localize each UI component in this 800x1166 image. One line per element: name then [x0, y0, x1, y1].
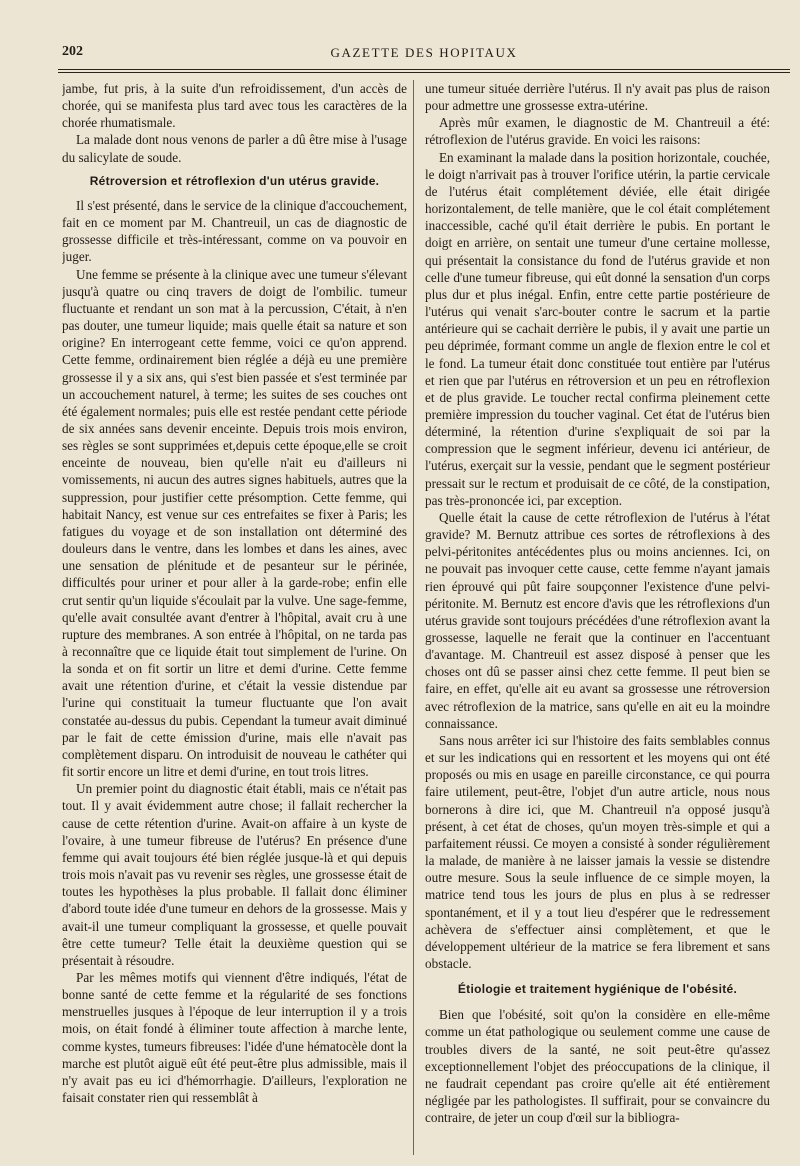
paragraph: Il s'est présenté, dans le service de la clinique d'accouchement, fait en ce moment par M. Chantreuil, un cas de diagnostic de grossesse difficile et très-intéressant, comme on va pouvoir en juger. — [62, 197, 407, 265]
paragraph: une tumeur située derrière l'utérus. Il n'y avait pas plus de raison pour admettre une grossesse extra-utérine. — [425, 81, 770, 114]
section-heading-obesite: Étiologie et traitement hygiénique de l'obésité. — [457, 982, 738, 997]
paragraph: La malade dont nous venons de parler a dû être mise à l'usage du salicylate de soude. — [62, 132, 407, 165]
header-rule — [58, 69, 790, 70]
paragraph: Une femme se présente à la clinique avec une tumeur s'élevant jusqu'à quatre ou cinq travers de doigt de l'ombilic. tumeur fluctuante et rendant un son mat à la percussion, C'était, à n'en pas douter, une tumeur liquide; mais quelle était sa nature et son origine? En interrogeant cette femme, voici ce qu'on apprend. Cette femme, ordinairement bien réglée a déjà eu une première grossesse il y a six ans, qui s'est bien passée et s'est terminée par un accouchement naturel, à terme; les suites de ses couches ont été également normales; puis elle est restée pendant cette période de six années sans devenir enceinte. Depuis trois mois environ, ses règles se sont supprimées et,depuis cette époque,elle se croit enceinte de nouveau, bien qu'elle n'ait eu d'ailleurs ni vomissements, ni aucun des autres signes habituels, autres que la suppression, pour justifier cette présomption. Cette femme, qui habitait Nancy, est venue sur ces entrefaites se fixer à Paris; les fatigues du voyage et de son installation ont déterminé des douleurs dans le ventre, dans les lombes et dans les aines, avec une sensation de plénitude et de pesanteur sur le périnée, difficultés pour uriner et pour aller à la garde-robe; enfin elle crut sentir qu'un liquide s'écoulait par la vulve. Une sage-femme, qu'elle avait consultée avant d'entrer à l'hôpital, avait cru à une rupture des membranes. A son entrée à l'hôpital, on ne tarda pas à reconnaître que ce liquide était tout simplement de l'urine. On la sonda et on fit sortir un litre et demi d'urine. Cette femme avait une rétention d'urine, et c'était la vessie distendue par l'urine qui constituait la tumeur fluctuante que l'on avait constatée au-dessus du pubis. Cependant la tumeur avait diminué par le fait de cette émission d'urine, mais elle n'avait pas complètement disparu. On introduisit de nouveau le cathéter qui fit sortir encore un litre et demi d'urine, en tout trois litres. — [62, 266, 407, 780]
left-column — [62, 80, 407, 1158]
section-heading-retroversion: Rétroversion et rétroflexion d'un utérus gravide. — [89, 173, 380, 188]
column-divider — [413, 80, 414, 1155]
right-column — [425, 80, 770, 1158]
page-header — [58, 40, 790, 64]
paragraph: Sans nous arrêter ici sur l'histoire des faits semblables connus et sur les indications qui en ressortent et les moyens qui ont été proposés ou mis en usage en pareille circonstance, ce qui pourra faire utilement, peut-être, l'objet d'un autre article, nous nous bornerons à dire ici, que M. Chantreuil n'a opposé jusqu'à présent, à cet état de choses, qu'un moyen très-simple et qui a parfaitement réussi. Ce moyen a consisté à sonder régulièrement la malade, de manière à ne laisser jamais la vessie se distendre outre mesure. Sous la seule influence de ce simple moyen, la matrice tend tous les jours de plus en plus à se redresser spontanément, et il y a tout lieu d'espérer que le redressement achèvera de s'effectuer ainsi complètement, et que le développement ultérieur de la matrice se fera librement et sans obstacle. — [425, 732, 770, 971]
running-title: GAZETTE DES HOPITAUX — [330, 45, 518, 60]
paragraph: Un premier point du diagnostic était établi, mais ce n'était pas tout. Il y avait évidemment autre chose; il fallait rechercher la cause de cette rétention d'urine. Avait-on affaire à un kyste de l'ovaire, à une tumeur fibreuse de l'utérus? En présence d'une femme qui avait toujours été bien réglée jusque-là et qui depuis trois mois n'avait pas vu revenir ses règles, une grossesse était de toutes les hypothèses la plus probable. Il fallait donc éliminer d'abord toute idée d'une tumeur en dehors de la grossesse. Mais y avait-il une tumeur compliquant la grossesse, et quelle pouvait être cette tumeur? Telle était la deuxième question qui se présentait à résoudre. — [62, 781, 407, 968]
paragraph: Par les mêmes motifs qui viennent d'être indiqués, l'état de bonne santé de cette femme et la régularité de ses fonctions menstruelles jusques à l'époque de leur interruption il y a trois mois, on était fondé à éliminer toute affection à marche lente, comme kystes, tumeurs fibreuses: l'idée d'une hématocèle dont la marche est plutôt aiguë eût été peut-être plus admissible, mais il n'y avait pas eu ici d'hémorrhagie. D'ailleurs, l'exploration ne faisait constater rien qui ressemblât à — [62, 969, 407, 1106]
header-rule-double — [58, 72, 790, 73]
paragraph: Quelle était la cause de cette rétroflexion de l'utérus à l'état gravide? M. Bernutz attribue ces sortes de rétroflexions à des pelvi-péritonites antécédentes plus ou moins anciennes. Ici, on ne pouvait pas invoquer cette cause, cette femme n'ayant jamais rien éprouvé qui pût faire soupçonner l'existence d'une pelvi-péritonite. M. Bernutz est encore d'avis que les rétroflexions d'un utérus gravide sont toujours précédées d'une rétroflexion avant la grossesse, laquelle ne ferait que la continuer en l'accentuant d'avantage. M. Chantreuil est assez disposé à penser que les choses ont dû se passer ainsi chez cette femme. Il peut bien se faire, en effet, qu'elle ait eu avant sa grossesse une rétroversion avec rétroflexion de la matrice, sans qu'elle en ait eu la moindre connaissance. — [425, 509, 770, 731]
page-number: 202 — [62, 44, 83, 59]
paragraph: En examinant la malade dans la position horizontale, couchée, le doigt n'arrivait pas à trouver l'orifice utérin, la partie cervicale de l'utérus était complétement déviée, elle était dirigée horizontalement, de telle manière, que le col était complétement inaccessible, caché qu'il était derrière le pubis. En portant le doigt en arrière, on sentait une tumeur d'une certaine mollesse, qui présentait la consistance du fond de l'utérus gravide et non celle d'une tumeur fibreuse, qui eût donné la sensation d'un corps plus dur et plus inégal. Enfin, entre cette partie postérieure de l'utérus qui venait s'arc-bouter contre le sacrum et la partie antérieure qui se cachait derrière le pubis, il y avait une partie un peu déprimée, formant comme un angle de flexion entre le col et le fond. La tumeur était donc constituée tout entière par l'utérus et rien que par l'utérus en rétroversion et un peu en rétroflexion et de plus gravide. Le toucher rectal confirma pleinement cette première impression du toucher vaginal. Cet état de l'utérus bien déterminé, la rétention d'urine s'expliquait de soi par la compression que le segment inférieur, devenu ici antérieur, de l'utérus, exerçait sur la vessie, pendant que le segment postérieur pressait sur le rectum et produisait de ce côté, de la constipation, pas très-prononcée ici, par exception. — [425, 149, 770, 508]
paragraph: jambe, fut pris, à la suite d'un refroidissement, d'un accès de chorée, qui se manifesta plus tard avec tous les caractères de la chorée rhumatismale. — [62, 81, 407, 131]
paragraph: Bien que l'obésité, soit qu'on la considère en elle-même comme un état pathologique ou seulement comme une cause de troubles divers de la santé, ne soit peut-être qu'assez exceptionnellement l'objet des préoccupations de la clinique, il ne faudrait cependant pas croire qu'elle ait été entièrement négligée par les pathologistes. Il suffirait, pour se convaincre du contraire, de jeter un coup d'œil sur la bibliogra- — [425, 1007, 770, 1126]
paragraph: Après mûr examen, le diagnostic de M. Chantreuil a été: rétroflexion de l'utérus gravide. En voici les raisons: — [425, 115, 770, 148]
